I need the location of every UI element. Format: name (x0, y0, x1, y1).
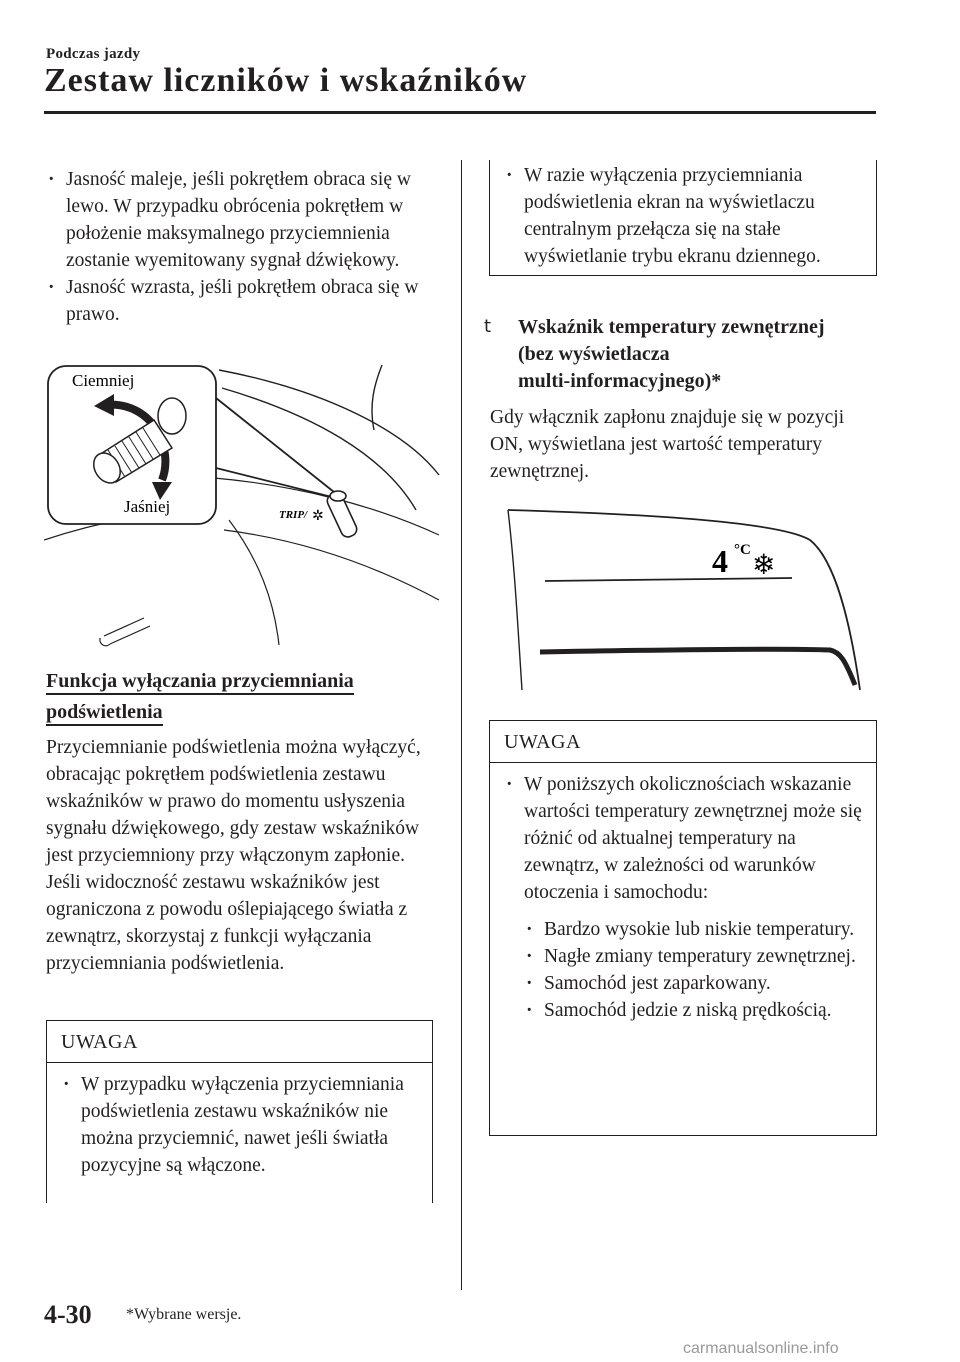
dash-curve (229, 520, 279, 645)
note-bullet: · W razie wyłączenia przyciemniania podświetlenia ekran na wyświetlaczu centralnym przełącza się na stałe wyświetlanie trybu ekranu dziennego. (504, 162, 862, 270)
note-body (490, 160, 876, 280)
sub-bullet: · Nagłe zmiany temperatury zewnętrznej. (524, 943, 862, 970)
note-title: UWAGA (47, 1021, 432, 1063)
knob-shaft (158, 398, 186, 434)
page-title: Zestaw liczników i wskaźników (44, 62, 528, 99)
label-brighter: Jaśniej (124, 497, 171, 516)
temp-unit: °C (734, 542, 751, 558)
note-title: UWAGA (490, 721, 876, 763)
snowflake-icon: ❄ (752, 550, 776, 581)
dash-curve (372, 365, 382, 430)
heading-line: (bez wyświetlacza (518, 343, 670, 365)
watermark: carmanualsonline.info (683, 1340, 839, 1357)
brightness-icon: ✲ (312, 509, 324, 524)
temp-value: 4 (712, 543, 728, 579)
outside-temp-heading (484, 314, 884, 395)
display-bar (540, 649, 855, 685)
column-divider (461, 160, 462, 1290)
sub-bullet: · Samochód jest zaparkowany. (524, 970, 862, 997)
temperature-display-figure (500, 500, 870, 700)
heading-line: multi-informacyjnego)* (518, 370, 722, 392)
display-outline (508, 510, 860, 690)
note-bullet: · W poniższych okolicznościach wskazanie wartości temperatury zewnętrznej może się różnić od aktualnej temperatury na zewnątrz, w zależności od warunków otoczenia i samochodu: (504, 771, 862, 906)
dimming-cancel-paragraph: Przyciemnianie podświetlenia można wyłączyć, obracając pokrętłem podświetlenia zestawu wskaźników w prawo do momentu usłyszenia sygnału dźwiękowego, gdy zestaw wskaźników jest przyciemniony przy włączonym zapłonie. Jeśli widoczność zestawu wskaźników jest ograniczona z powodu oślepiającego światła z zewnątrz, skorzystaj z funkcji wyłączania przyciemniania podświetlenia. (46, 737, 421, 974)
outside-temp-paragraph: Gdy włącznik zapłonu znajduje się w pozycji ON, wyświetlana jest wartość temperatury zewnętrznej. (490, 407, 845, 482)
sub-bullet-list (524, 916, 862, 1024)
dimmer-knob-figure (44, 360, 444, 650)
section-mark: t (484, 316, 492, 337)
left-bullets (46, 166, 436, 328)
heading-line: podświetlenia (46, 701, 163, 726)
note-box-continued (489, 160, 877, 276)
bullet-item: · Jasność maleje, jeśli pokrętłem obraca się w lewo. W przypadku obrócenia pokrętłem w położenie maksymalnego przyciemnienia zostanie wyemitowany sygnał dźwiękowy. (46, 166, 436, 274)
dash-curve (222, 388, 416, 510)
heading-text (518, 314, 884, 395)
dimming-cancel-heading (46, 668, 446, 726)
trip-knob-top (330, 491, 346, 501)
page-number: 4-30 (44, 1300, 92, 1329)
dash-curve (219, 370, 439, 475)
note-box (489, 720, 877, 1136)
heading-line: Funkcja wyłączania przyciemniania (46, 670, 354, 695)
sub-bullet: · Bardzo wysokie lub niskie temperatury. (524, 916, 862, 943)
bullet-item: · Jasność wzrasta, jeśli pokrętłem obraca się w prawo. (46, 274, 436, 328)
note-box (46, 1020, 433, 1203)
display-outline (508, 510, 522, 690)
section-label: Podczas jazdy (46, 46, 141, 62)
note-body (47, 1063, 432, 1189)
note-body (490, 763, 876, 1034)
note-bullet: · W przypadku wyłączenia przyciemniania podświetlenia zestawu wskaźników nie można przyciemnić, nawet jeśli światła pozycyjne są włączone. (61, 1071, 418, 1179)
sketch-mark (104, 618, 150, 644)
title-rule (44, 111, 876, 114)
label-darker: Ciemniej (72, 371, 135, 390)
heading-line: Wskaźnik temperatury zewnętrznej (518, 316, 825, 338)
sub-bullet: · Samochód jedzie z niską prędkością. (524, 997, 862, 1024)
trip-button-text: TRIP/ (279, 509, 308, 521)
footnote: *Wybrane wersje. (126, 1306, 242, 1323)
